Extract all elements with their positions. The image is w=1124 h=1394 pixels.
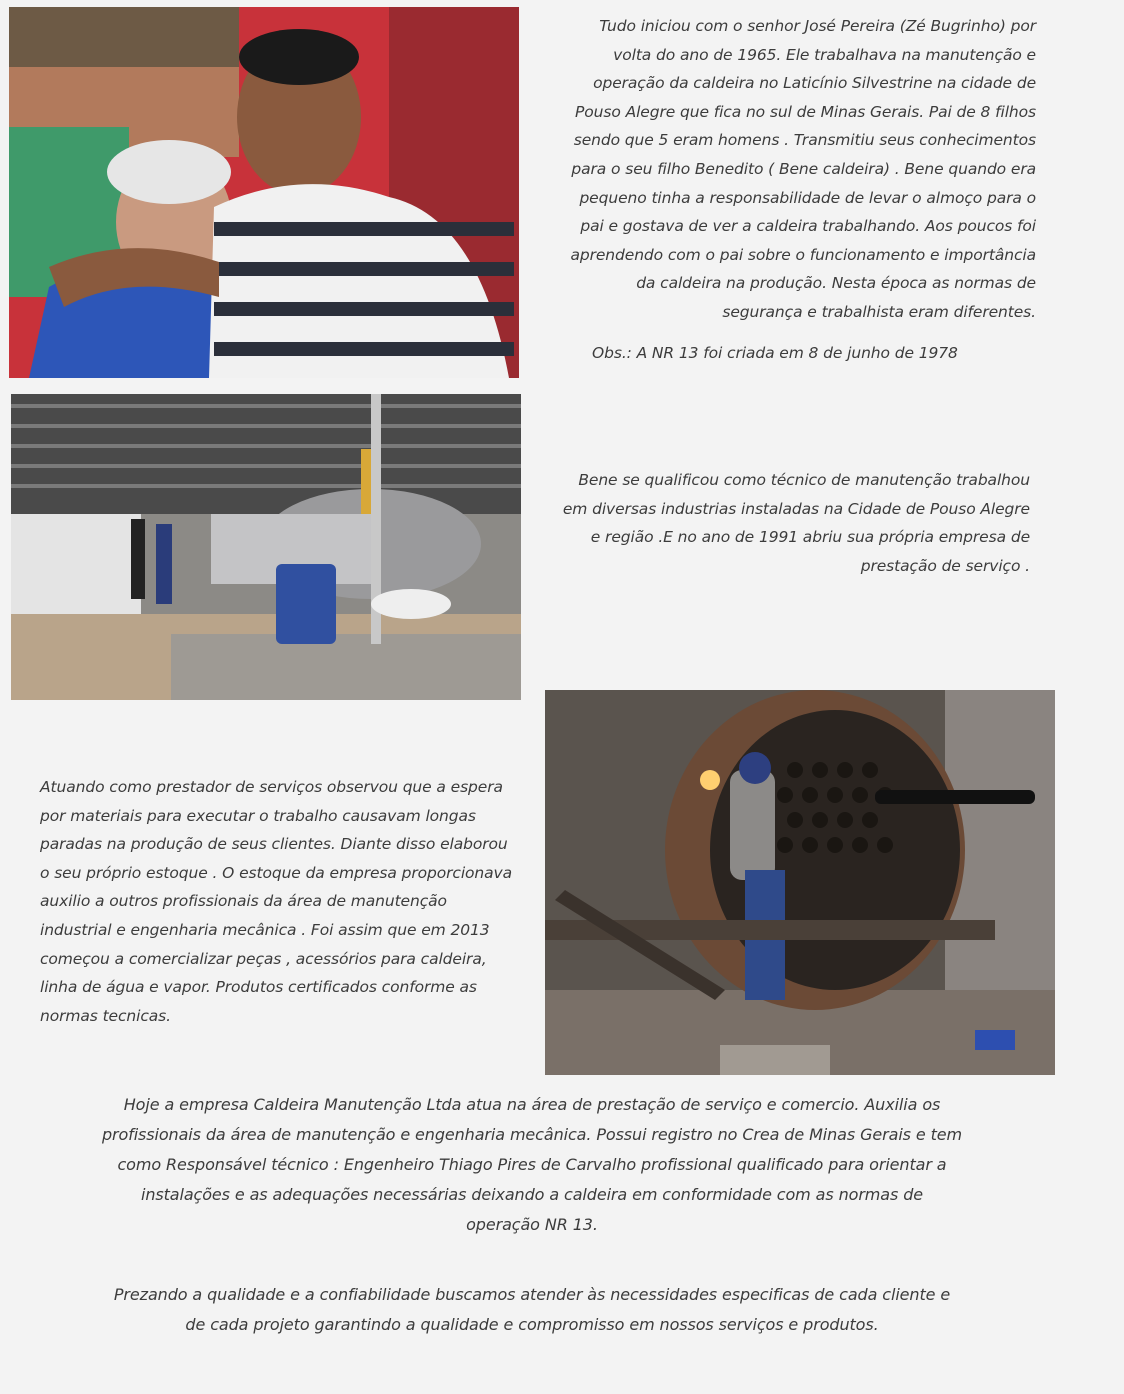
history-line: para o seu filho Benedito ( Bene caldeira) . Bene quando era xyxy=(571,159,1036,178)
qualification-line: Bene se qualificou como técnico de manutenção trabalhou xyxy=(578,471,1030,489)
services-line: Atuando como prestador de serviços observou que a espera xyxy=(40,778,503,796)
history-line: operação da caldeira no Laticínio Silvestrine na cidade de xyxy=(593,74,1036,93)
history-paragraph-intro xyxy=(555,12,1036,327)
services-line: começou a comercializar peças , acessórios para caldeira, xyxy=(40,949,487,968)
services-line: por materiais para executar o trabalho causavam longas xyxy=(40,806,476,825)
company-today-line: Hoje a empresa Caldeira Manutenção Ltda atua na área de prestação de serviço e comercio. Auxilia os xyxy=(123,1095,941,1114)
history-line: sendo que 5 eram homens . Transmitiu seus conhecimentos xyxy=(573,131,1036,150)
company-today-line: operação NR 13. xyxy=(466,1215,598,1234)
photo-boiler-installation xyxy=(11,394,521,700)
qualification-line: prestação de serviço . xyxy=(860,556,1030,575)
nr13-note: Obs.: A NR 13 foi criada em 8 de junho de 1978 xyxy=(592,344,958,362)
history-line: Tudo iniciou com o senhor José Pereira (Zé Bugrinho) por xyxy=(599,17,1036,35)
services-line: o seu próprio estoque . O estoque da empresa proporcionava xyxy=(40,863,513,882)
services-line: paradas na produção de seus clientes. Diante disso elaborou xyxy=(40,835,508,854)
history-line: aprendendo com o pai sobre o funcionamento e importância xyxy=(570,245,1036,264)
photo-welder-boiler xyxy=(545,690,1055,1075)
history-line: da caldeira na produção. Nesta época as normas de xyxy=(636,274,1036,293)
company-today-line: profissionais da área de manutenção e engenharia mecânica. Possui registro no Crea de Minas Gerais e tem xyxy=(101,1125,963,1144)
services-line: linha de água e vapor. Produtos certificados conforme as xyxy=(40,978,477,997)
qualification-paragraph xyxy=(548,466,1030,580)
services-paragraph xyxy=(40,773,520,1030)
quality-line: Prezando a qualidade e a confiabilidade buscamos atender às necessidades especificas de cada cliente e xyxy=(113,1285,951,1304)
services-line: auxilio a outros profissionais da área de manutenção xyxy=(40,892,447,911)
quality-commitment-paragraph xyxy=(78,1280,986,1340)
history-line: pequeno tinha a responsabilidade de levar o almoço para o xyxy=(579,188,1036,207)
quality-line: de cada projeto garantindo a qualidade e compromisso em nossos serviços e produtos. xyxy=(185,1315,879,1334)
qualification-line: em diversas industrias instaladas na Cidade de Pouso Alegre xyxy=(562,499,1030,518)
services-line: industrial e engenharia mecânica . Foi assim que em 2013 xyxy=(40,920,490,939)
company-today-line: como Responsável técnico : Engenheiro Thiago Pires de Carvalho profissional qualificado para orientar a xyxy=(117,1155,947,1174)
history-line: segurança e trabalhista eram diferentes. xyxy=(722,302,1036,321)
qualification-line: e região .E no ano de 1991 abriu sua própria empresa de xyxy=(590,528,1030,547)
photo-two-men-portrait xyxy=(9,7,519,378)
company-today-paragraph xyxy=(78,1090,986,1240)
company-today-line: instalações e as adequações necessárias deixando a caldeira em conformidade com as normas de xyxy=(140,1185,924,1204)
history-line: volta do ano de 1965. Ele trabalhava na manutenção e xyxy=(613,45,1036,64)
history-line: pai e gostava de ver a caldeira trabalhando. Aos poucos foi xyxy=(580,217,1036,236)
history-line: Pouso Alegre que fica no sul de Minas Gerais. Pai de 8 filhos xyxy=(575,102,1036,121)
services-line: normas tecnicas. xyxy=(40,1006,171,1025)
